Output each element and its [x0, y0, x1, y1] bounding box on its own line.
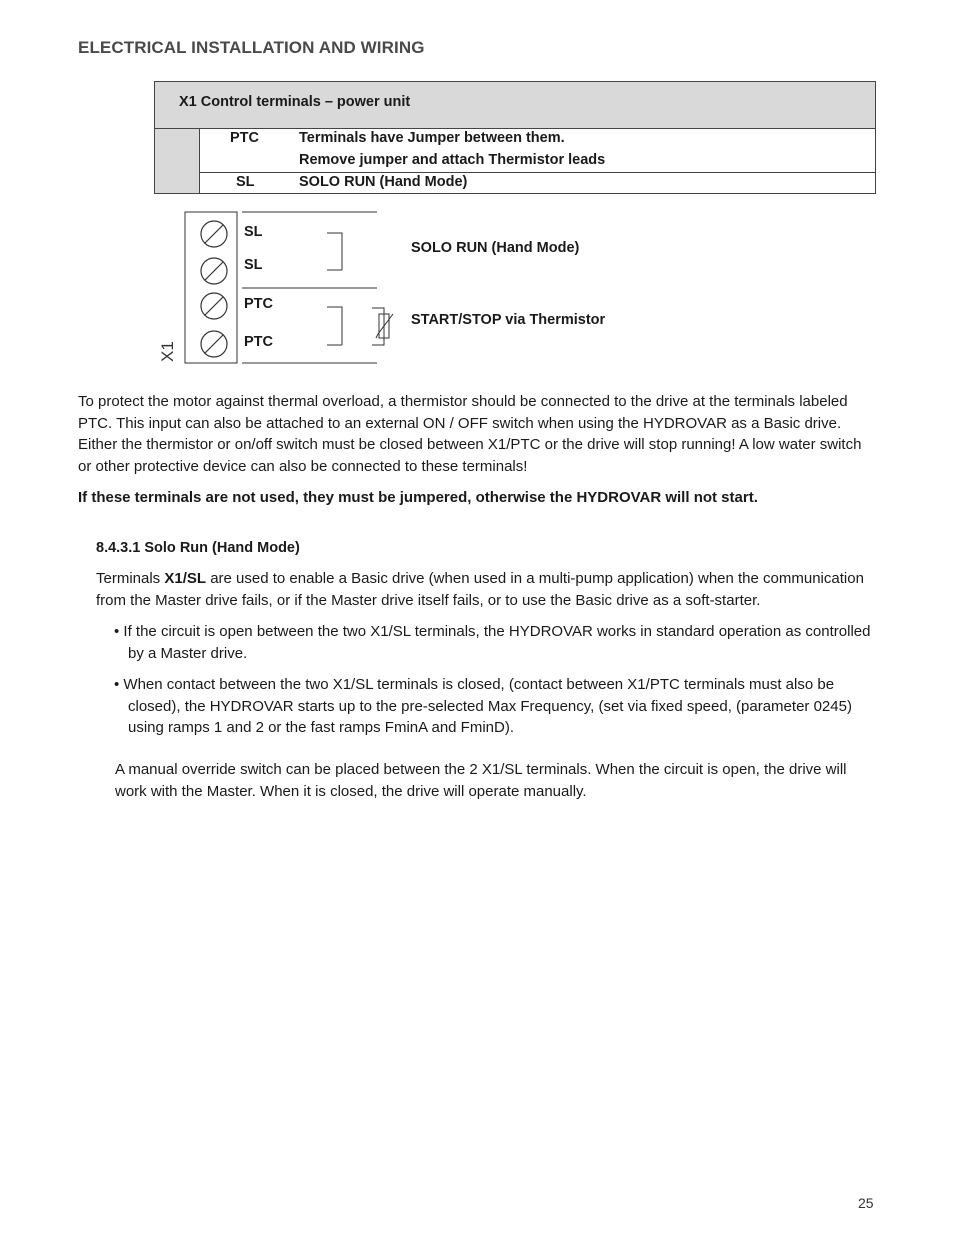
- thermistor-label: START/STOP via Thermistor: [411, 312, 606, 328]
- wiring-diagram: [0, 0, 954, 400]
- diagram-terminal-sl-1: SL: [244, 224, 263, 240]
- terminal-block: [185, 212, 237, 363]
- page-number: 25: [858, 1195, 874, 1211]
- list-item: • When contact between the two X1/SL terminals is closed, (contact between X1/PTC terminals must also be closed), the HYDROVAR starts up to the pre-selected Max Frequency, (set via fixed speed, (parameter 0245) using ramps 1 and 2 or the fast ramps FminA and FminD).: [114, 676, 852, 737]
- intro-paragraph: To protect the motor against thermal overload, a thermistor should be connected to the drive at the terminals labeled PTC. This input can also be attached to an external ON / OFF switch when using the HYDROVAR as a Basic drive. Either the thermistor or on/off switch must be closed between X1/PTC or the drive will stop running! A low water switch or other protective device can also be connected to these terminals!: [78, 393, 862, 476]
- list-item: • If the circuit is open between the two X1/SL terminals, the HYDROVAR works in standard operation as controlled by a Master drive.: [114, 623, 871, 662]
- diagram-terminal-sl-2: SL: [244, 257, 263, 273]
- section-intro-paragraph: Terminals X1/SL are used to enable a Basic drive (when used in a multi-pump application) when the communication from the Master drive fails, or if the Master drive itself fails, or to use the Basic drive as a soft-starter.: [96, 570, 864, 609]
- table-title: X1 Control terminals – power unit: [179, 94, 411, 110]
- table-cell-terminal-sl: SL: [236, 174, 255, 190]
- closing-paragraph: A manual override switch can be placed between the 2 X1/SL terminals. When the circuit is open, the drive will work with the Master. When it is closed, the drive will operate manually.: [115, 761, 847, 800]
- table-cell-description-ptc-2: Remove jumper and attach Thermistor leads: [299, 152, 606, 168]
- warning-paragraph: If these terminals are not used, they must be jumpered, otherwise the HYDROVAR will not start.: [78, 489, 758, 506]
- diagram-terminal-ptc-2: PTC: [244, 334, 273, 350]
- table-cell-description-ptc-1: Terminals have Jumper between them.: [299, 130, 565, 146]
- subsection-title: 8.4.3.1 Solo Run (Hand Mode): [96, 540, 300, 556]
- section-header: ELECTRICAL INSTALLATION AND WIRING: [78, 38, 425, 57]
- table-cell-description-sl: SOLO RUN (Hand Mode): [299, 174, 468, 190]
- solo-run-label: SOLO RUN (Hand Mode): [411, 240, 580, 256]
- terminal-block-label: X1: [158, 341, 177, 362]
- terminal-reference: X1/SL: [164, 570, 207, 587]
- table-cell-terminal-ptc: PTC: [230, 130, 259, 146]
- switch-icon: [327, 307, 342, 345]
- switch-icon: [327, 233, 342, 270]
- diagram-terminal-ptc-1: PTC: [244, 296, 273, 312]
